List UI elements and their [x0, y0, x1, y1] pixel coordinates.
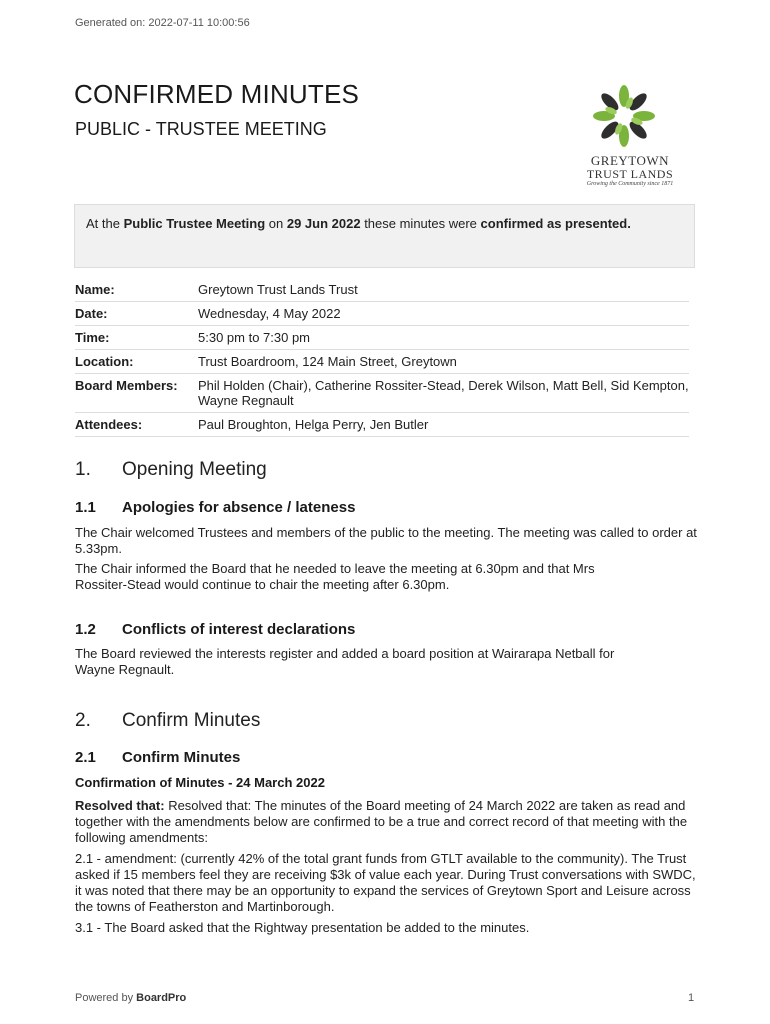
subsection-1-2-heading — [75, 621, 355, 638]
subsection-number: 1.2 — [75, 621, 96, 638]
info-row — [75, 278, 689, 302]
banner-status: confirmed as presented. — [480, 216, 631, 231]
resolved-text: Resolved that: The minutes of the Board meeting of 24 March 2022 are taken as read and together with the amendments below are confirmed to be a true and correct record of that meeting with the following amendments: — [75, 798, 688, 845]
greytown-trust-lands-logo — [578, 84, 682, 194]
info-key: Time: — [75, 330, 110, 345]
document-title: CONFIRMED MINUTES — [74, 79, 360, 109]
info-value: Trust Boardroom, 124 Main Street, Greytown — [198, 354, 457, 369]
section-2-heading — [75, 710, 260, 732]
paragraph: The Chair informed the Board that he needed to leave the meeting at 6.30pm and that Mrs Rossiter-Stead would continue to chair the meeting after 6.30pm. — [75, 561, 595, 592]
info-row — [75, 374, 689, 413]
info-value: Phil Holden (Chair), Catherine Rossiter-Stead, Derek Wilson, Matt Bell, Sid Kempton, Wayne Regnault — [198, 378, 689, 408]
section-title: Opening Meeting — [122, 459, 267, 480]
info-value: Greytown Trust Lands Trust — [198, 282, 358, 297]
info-value: Paul Broughton, Helga Perry, Jen Butler — [198, 417, 429, 432]
banner-meeting: Public Trustee Meeting — [123, 216, 266, 231]
paragraph: The Board reviewed the interests register and added a board position at Wairarapa Netball for Wayne Regnault. — [75, 646, 615, 677]
paragraph: 3.1 - The Board asked that the Rightway presentation be added to the minutes. — [75, 920, 530, 935]
info-row — [75, 350, 689, 374]
section-number: 1. — [75, 459, 91, 480]
section-number: 2. — [75, 710, 91, 731]
info-row — [75, 326, 689, 350]
section-1-heading — [75, 459, 267, 481]
confirmation-subheading: Confirmation of Minutes - 24 March 2022 — [75, 775, 325, 790]
info-key: Location: — [75, 354, 134, 369]
section-title: Confirm Minutes — [122, 710, 261, 731]
info-value: 5:30 pm to 7:30 pm — [198, 330, 311, 345]
paragraph: 2.1 - amendment: (currently 42% of the total grant funds from GTLT available to the community). The Trust asked if 15 members feel they are receiving $3k of value each year. During Trust conversations with SWDC, it was noted that there may be an opportunity to expand the services of Greytown Sport and Leisure across the towns of Featherston and Martinborough. — [75, 851, 696, 914]
banner-prefix: At the — [86, 216, 124, 231]
subsection-title: Apologies for absence / lateness — [122, 499, 356, 516]
generated-timestamp: Generated on: 2022-07-11 10:00:56 — [75, 17, 250, 29]
document-subtitle: PUBLIC - TRUSTEE MEETING — [75, 119, 327, 139]
banner-text — [86, 216, 631, 231]
footer-brand: BoardPro — [136, 992, 187, 1004]
subsection-number: 1.1 — [75, 499, 96, 516]
leaf-wreath-icon — [578, 84, 682, 150]
subsection-1-1-heading — [75, 499, 355, 516]
resolved-label: Resolved that: — [75, 798, 165, 813]
banner-middle: these minutes were — [360, 216, 481, 231]
logo-tagline: Growing the Community since 1871 — [586, 181, 674, 187]
footer-powered-by — [75, 992, 186, 1004]
confirmation-banner — [74, 204, 695, 268]
info-key: Date: — [75, 306, 108, 321]
subsection-title: Conflicts of interest declarations — [122, 621, 356, 638]
info-row — [75, 302, 689, 326]
info-key: Name: — [75, 282, 115, 297]
banner-on: on — [265, 216, 287, 231]
logo-line-2: TRUST LANDS — [586, 167, 674, 181]
subsection-number: 2.1 — [75, 749, 96, 766]
page-number: 1 — [688, 992, 695, 1004]
subsection-2-1-heading — [75, 749, 240, 766]
info-value: Wednesday, 4 May 2022 — [198, 306, 341, 321]
logo-line-1: GREYTOWN — [590, 153, 670, 168]
subsection-title: Confirm Minutes — [122, 749, 241, 766]
footer-powered-text: Powered by — [75, 992, 137, 1004]
paragraph: The Chair welcomed Trustees and members of the public to the meeting. The meeting was called to order at 5.33pm. — [75, 525, 697, 556]
banner-date: 29 Jun 2022 — [286, 216, 361, 231]
info-row — [75, 413, 689, 437]
info-key: Board Members: — [75, 378, 178, 393]
info-key: Attendees: — [75, 417, 143, 432]
resolution-paragraph — [75, 798, 690, 846]
meeting-info-table — [75, 278, 689, 437]
